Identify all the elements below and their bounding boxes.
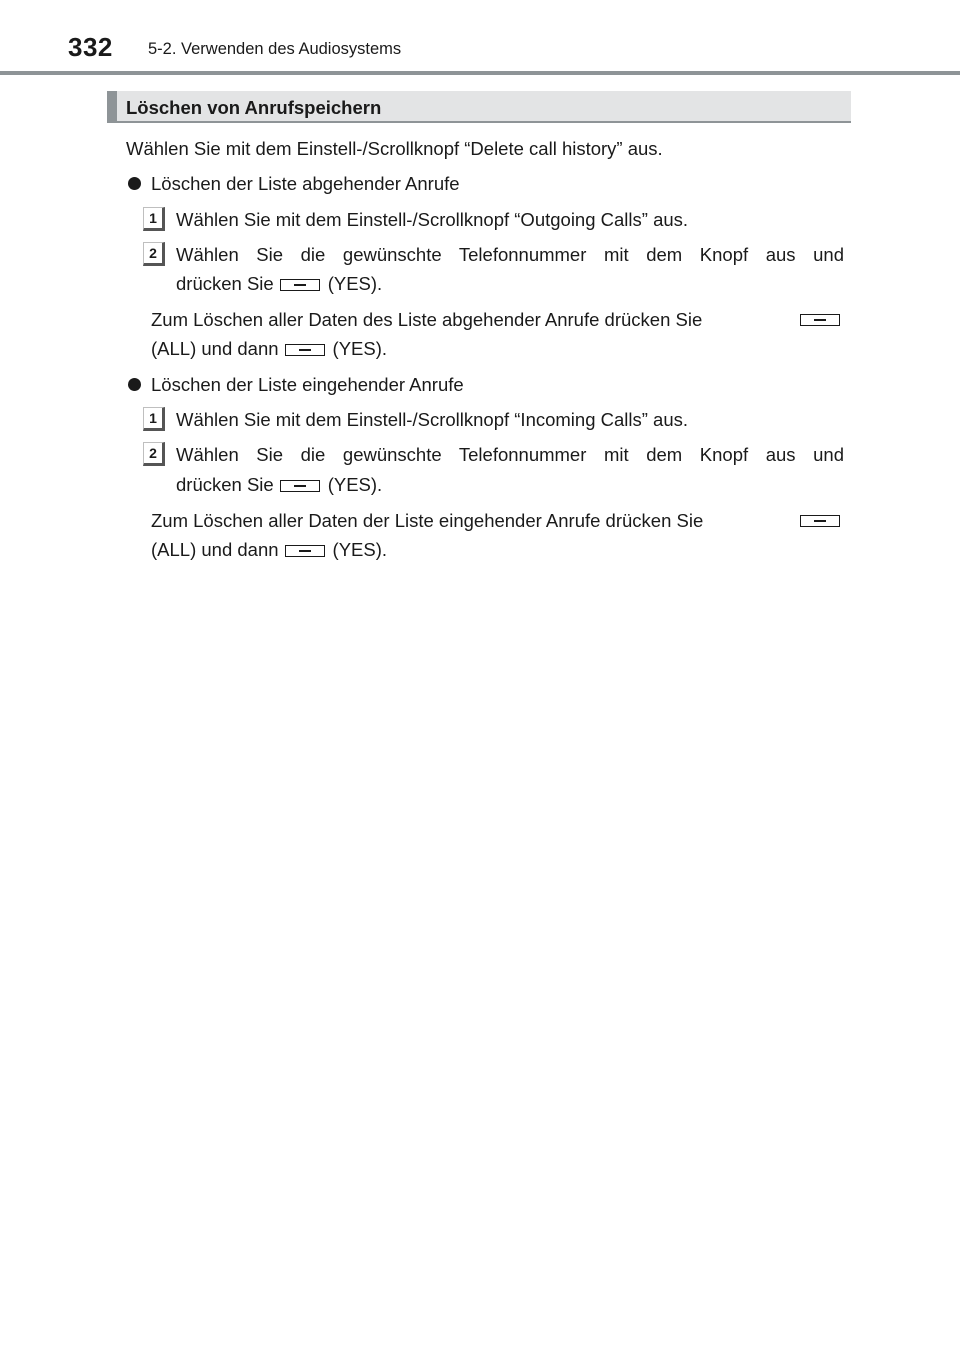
incoming-note-line-2 [151,539,387,561]
section-heading-title: Löschen von Anrufspeichern [126,97,382,118]
phone-button-icon [280,480,320,492]
incoming-step-2-pre: drücken Sie [176,474,274,495]
outgoing-heading: Löschen der Liste abgehender Anrufe [151,173,460,194]
incoming-step-1-text: Wählen Sie mit dem Einstell-/Scrollknopf “Incoming Calls” aus. [176,409,689,430]
incoming-note-line-1: Zum Löschen aller Daten der Liste eingehender Anrufe drücken Sie [151,510,704,531]
intro-text: Wählen Sie mit dem Einstell-/Scrollknopf “Delete call history” aus. [126,138,663,159]
outgoing-note-line-1: Zum Löschen aller Daten des Liste abgehender Anrufe drücken Sie [151,309,703,330]
incoming-step-2-line-2 [176,474,382,496]
incoming-note-pre: (ALL) und dann [151,539,279,560]
phone-button-icon [285,545,325,557]
incoming-heading: Löschen der Liste eingehender Anrufe [151,374,464,395]
phone-button-icon [285,344,325,356]
outgoing-step-2-line-1: Wählen Sie die gewünschte Telefonnummer mit dem Knopf aus und [176,244,844,265]
outgoing-note-line-2 [151,338,387,360]
outgoing-step-2-line-2 [176,273,382,295]
bullet-dot-icon [128,177,141,190]
phone-button-icon [280,279,320,291]
phone-button-icon [800,314,840,326]
incoming-note-post: (YES). [332,539,388,560]
phone-button-icon [800,515,840,527]
incoming-step-2-post: (YES). [327,474,383,495]
outgoing-step-2-pre: drücken Sie [176,273,274,294]
section-path: 5-2. Verwenden des Audiosystems [148,40,402,58]
page-number: 332 [68,32,113,62]
outgoing-note-post: (YES). [332,338,388,359]
incoming-step-2-line-1: Wählen Sie die gewünschte Telefonnummer mit dem Knopf aus und [176,444,844,465]
step-1-badge: 1 [143,407,165,431]
bullet-dot-icon [128,378,141,391]
header-rule [0,71,960,75]
step-1-badge: 1 [143,207,165,231]
section-heading [107,91,851,123]
step-2-badge: 2 [143,242,165,266]
outgoing-step-2-post: (YES). [327,273,383,294]
outgoing-note-pre: (ALL) und dann [151,338,279,359]
step-2-badge: 2 [143,442,165,466]
outgoing-step-1-text: Wählen Sie mit dem Einstell-/Scrollknopf “Outgoing Calls” aus. [176,209,689,230]
